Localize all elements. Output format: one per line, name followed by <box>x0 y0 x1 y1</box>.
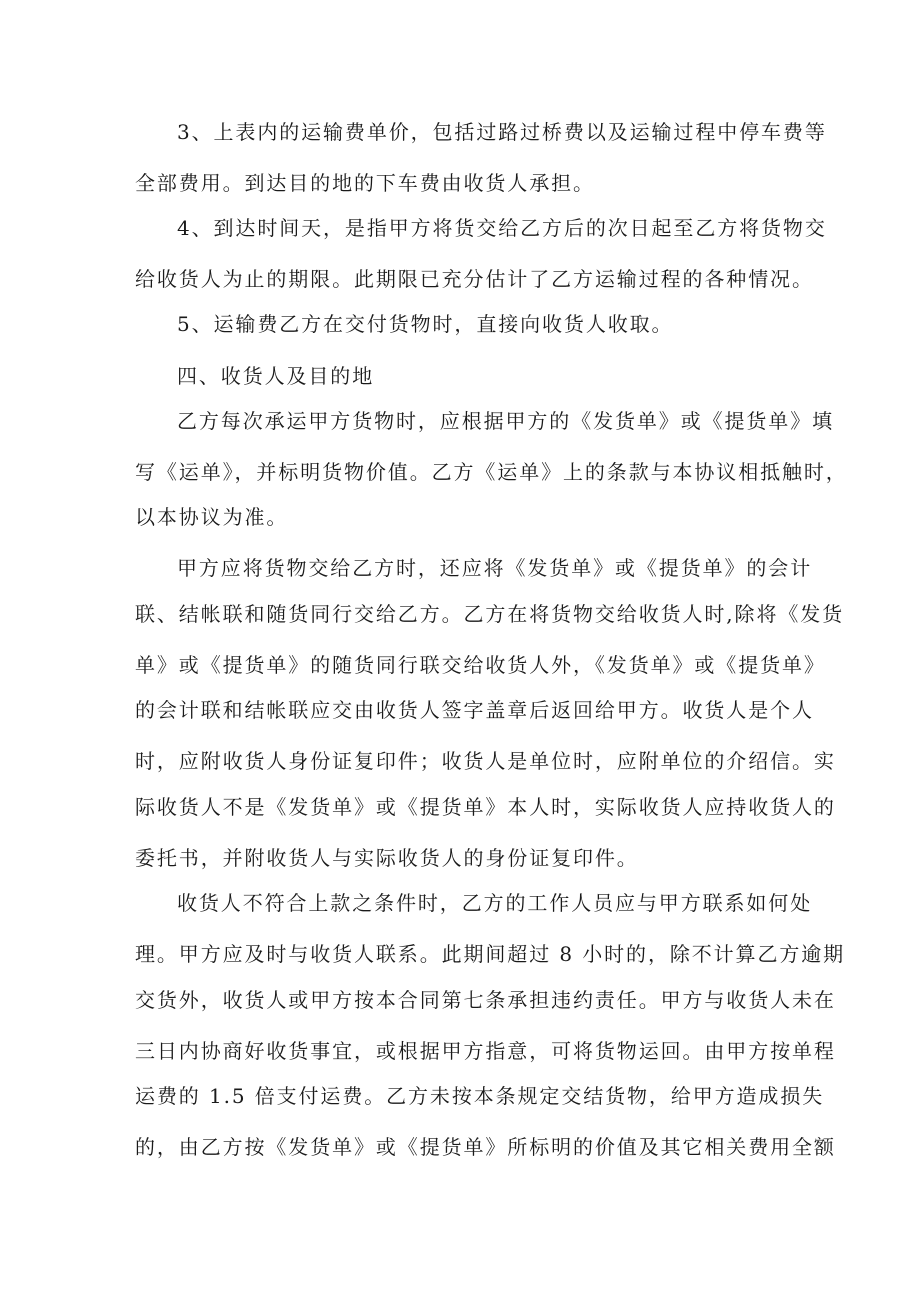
text-line: 单》或《提货单》的随货同行联交给收货人外，《发货单》或《提货单》 <box>135 653 826 677</box>
text-line: 的会计联和结帐联应交由收货人签字盖章后返回给甲方。收货人是个人 <box>135 698 814 722</box>
text-line: 全部费用。到达目的地的下车费由收货人承担。 <box>135 171 595 195</box>
text-line: 的，由乙方按《发货单》或《提货单》所标明的价值及其它相关费用全额 <box>135 1135 836 1159</box>
text-line: 乙方每次承运甲方货物时，应根据甲方的《发货单》或《提货单》填 <box>177 409 834 433</box>
text-line: 三日内协商好收货事宜，或根据甲方指意，可将货物运回。由甲方按单程 <box>135 1039 836 1063</box>
text-line: 交货外，收货人或甲方按本合同第七条承担违约责任。甲方与收货人未在 <box>135 988 836 1012</box>
text-line: 时，应附收货人身份证复印件；收货人是单位时，应附单位的介绍信。实 <box>135 749 836 773</box>
section-heading: 四、收货人及目的地 <box>177 364 375 388</box>
text-line: 委托书，并附收货人与实际收货人的身份证复印件。 <box>135 846 639 870</box>
text-line: 运费的 1.5 倍支付运费。乙方未按本条规定交结货物，给甲方造成损失 <box>135 1084 825 1108</box>
text-line: 4、到达时间天，是指甲方将货交给乙方后的次日起至乙方将货物交 <box>177 216 827 240</box>
text-line: 5、运输费乙方在交付货物时，直接向收货人收取。 <box>177 312 674 336</box>
text-line: 际收货人不是《发货单》或《提货单》本人时，实际收货人应持收货人的 <box>135 795 836 819</box>
text-line: 3、上表内的运输费单价，包括过路过桥费以及运输过程中停车费等 <box>177 120 827 144</box>
text-line: 给收货人为止的期限。此期限已充分估计了乙方运输过程的各种情况。 <box>135 267 814 291</box>
text-line: 联、结帐联和随货同行交给乙方。乙方在将货物交给收货人时,除将《发货 <box>135 602 845 626</box>
text-line: 甲方应将货物交给乙方时，还应将《发货单》或《提货单》的会计 <box>177 556 813 580</box>
text-line: 写《运单》，并标明货物价值。乙方《运单》上的条款与本协议相抵触时， <box>135 460 848 484</box>
text-line: 收货人不符合上款之条件时，乙方的工作人员应与甲方联系如何处 <box>177 891 813 915</box>
text-line: 以本协议为准。 <box>135 505 289 529</box>
text-line: 理。甲方应及时与收货人联系。此期间超过 8 小时的，除不计算乙方逾期 <box>135 942 846 966</box>
